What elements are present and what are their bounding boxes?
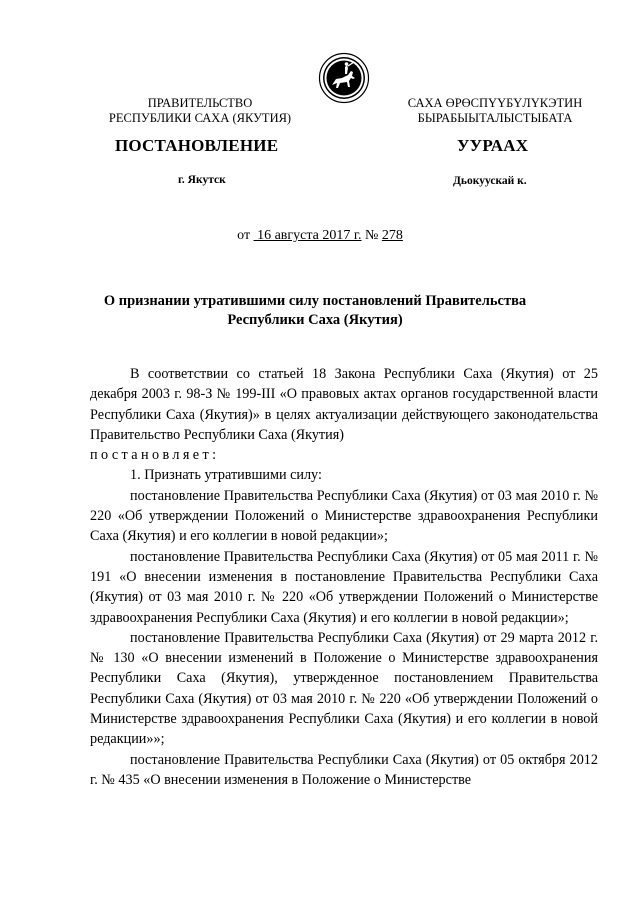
decree-word: постановляет:: [90, 447, 220, 464]
issuer-line: ПРАВИТЕЛЬСТВО: [147, 96, 253, 110]
repealed-decree-paragraph: постановление Правительства Республики Саха (Якутия) от 05 октября 2012 г. № 435 «О внесении изменения в Положение о Министерстве: [90, 751, 598, 788]
intro-paragraph: В соответствии со статьей 18 Закона Республики Саха (Якутия) от 25 декабря 2003 г. 98-З № 199-III «О правовых актах органов государственной власти Республики Саха (Якутия)» в целях актуализации действующего законодательства Правительство Республики Саха (Якутия): [90, 366, 598, 443]
city-russian: г. Якутск: [178, 174, 226, 186]
number-sign: №: [365, 228, 379, 243]
document-number: 278: [381, 228, 403, 243]
date-number-line: [0, 228, 640, 244]
title-line: Республики Саха (Якутия): [227, 312, 403, 328]
doc-type-russian: ПОСТАНОВЛЕНИЕ: [115, 136, 279, 155]
issuer-line: РЕСПУБЛИКИ САХА (ЯКУТИЯ): [108, 111, 292, 125]
issuer-name-sakha: [390, 96, 600, 126]
title-line: О признании утратившими силу постановлений Правительства: [103, 293, 527, 309]
repealed-decree-paragraph: постановление Правительства Республики Саха (Якутия) от 05 мая 2011 г. № 191 «О внесении изменения в постановление Правительства Республики Саха (Якутия) от 03 мая 2010 г. № 220 «Об утверждении Положений о Министерстве здравоохранения Республики Саха (Якутия) и его коллегии в новой редакции»;: [90, 548, 598, 626]
repealed-decree-paragraph: постановление Правительства Республики Саха (Якутия) от 29 марта 2012 г. № 130 «О внесении изменений в Положение о Министерстве здравоохранения Республики Саха (Якутия), утвержденное постановлением Правительства Республики Саха (Якутия) от 03 мая 2010 г. № 220 «Об утверждении Положений о Министерстве здравоохранения Республики Саха (Якутия) и его коллегии в новой редакции»»;: [90, 629, 598, 748]
issuer-line: САХА ӨРӨСПҮҮБҮЛҮКЭТИН: [407, 96, 583, 110]
coat-of-arms-emblem: [318, 52, 370, 104]
repealed-decree-paragraph: постановление Правительства Республики Саха (Якутия) от 03 мая 2010 г. № 220 «Об утверждении Положений о Министерстве здравоохранения Республики Саха (Якутия) и его коллегии в новой редакции»;: [90, 487, 598, 545]
date-prefix: от: [237, 228, 251, 243]
document-date-text: 16 августа 2017 г.: [257, 228, 362, 243]
doc-type-sakha: УУРААХ: [457, 136, 529, 155]
city-sakha: Дьокуускай к.: [453, 175, 527, 187]
issuer-line: БЫРАБЫЫТАЛЫСТЫБАТА: [417, 111, 573, 125]
item-1: 1. Признать утратившими силу:: [130, 467, 322, 484]
document-title: [95, 292, 535, 330]
issuer-name-russian: [100, 96, 300, 126]
document-date: [254, 228, 362, 243]
document-body: [90, 364, 598, 790]
